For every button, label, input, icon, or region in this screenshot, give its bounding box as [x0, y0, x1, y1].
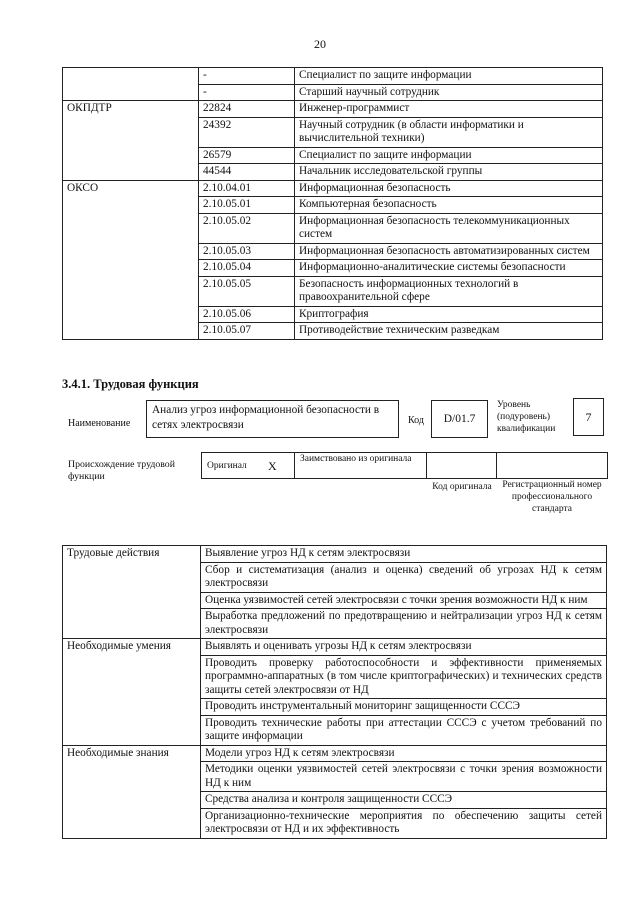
section-item: Оценка уязвимостей сетей электросвязи с точки зрения возможности НД к ним	[201, 592, 607, 609]
classification-group: ОКПДТР	[63, 101, 199, 118]
section-label-continuation	[63, 808, 201, 838]
function-name-box	[146, 400, 399, 438]
classification-code: 2.10.04.01	[199, 180, 295, 197]
classification-row	[63, 243, 603, 260]
section-label-continuation	[63, 562, 201, 592]
classification-group	[63, 306, 199, 323]
page-number: 20	[314, 37, 326, 51]
borrowed-cell	[294, 452, 427, 479]
name-label: Наименование	[68, 418, 131, 429]
classification-row	[63, 323, 603, 340]
code-origin-cell	[427, 452, 497, 479]
section-label-continuation	[63, 792, 201, 809]
section-label-continuation	[63, 655, 201, 699]
function-name: Анализ угроз информационной безопасности в сетях электросвязи	[152, 404, 380, 431]
section-label-continuation	[63, 699, 201, 716]
classification-table	[62, 67, 603, 340]
function-detail-row	[63, 808, 607, 838]
function-details-table	[62, 545, 607, 839]
classification-group	[63, 84, 199, 101]
classification-code: -	[199, 84, 295, 101]
classification-name: Научный сотрудник (в области информатики и вычислительной техники)	[295, 117, 603, 147]
classification-code: -	[199, 68, 295, 85]
classification-name: Противодействие техническим разведкам	[295, 323, 603, 340]
classification-row	[63, 68, 603, 85]
classification-name: Информационная безопасность	[295, 180, 603, 197]
classification-code: 26579	[199, 147, 295, 164]
section-item: Модели угроз НД к сетям электросвязи	[201, 745, 607, 762]
classification-group	[63, 213, 199, 243]
classification-group: ОКСО	[63, 180, 199, 197]
classification-name: Специалист по защите информации	[295, 68, 603, 85]
function-detail-row	[63, 562, 607, 592]
classification-group	[63, 164, 199, 181]
section-item: Выявлять и оценивать угрозы НД к сетям электросвязи	[201, 639, 607, 656]
code-origin-caption: Код оригинала	[432, 482, 492, 492]
function-code: D/01.7	[431, 400, 488, 438]
classification-code: 2.10.05.06	[199, 306, 295, 323]
function-detail-row	[63, 546, 607, 563]
function-detail-row	[63, 715, 607, 745]
level-label: Уровень (подуровень) квалификации	[497, 400, 556, 434]
section-item: Сбор и систематизация (анализ и оценка) сведений об угрозах НД к сетям электросвязи	[201, 562, 607, 592]
original-mark: X	[268, 459, 277, 473]
reg-number-caption: Регистрационный номер профессионального стандарта	[502, 480, 602, 514]
borrowed-label: Заимствовано из оригинала	[300, 454, 412, 464]
classification-group	[63, 117, 199, 147]
classification-name: Безопасность информационных технологий в правоохранительной сфере	[295, 276, 603, 306]
function-detail-row	[63, 762, 607, 792]
section-item: Методики оценки уязвимостей сетей электросвязи с точки зрения возможности НД к ним	[201, 762, 607, 792]
classification-code: 2.10.05.01	[199, 197, 295, 214]
classification-row	[63, 147, 603, 164]
classification-row	[63, 164, 603, 181]
classification-group	[63, 197, 199, 214]
classification-row	[63, 260, 603, 277]
classification-code: 2.10.05.03	[199, 243, 295, 260]
section-label-continuation	[63, 715, 201, 745]
section-label: Необходимые умения	[63, 639, 201, 656]
function-detail-row	[63, 745, 607, 762]
origin-label: Происхождение трудовой функции	[68, 459, 175, 482]
classification-row	[63, 180, 603, 197]
section-item: Проводить проверку работоспособности и эффективности применяемых программно-аппаратных (в том числе криптографических) и технических средств защиты сетей электросвязи от НД	[201, 655, 607, 699]
function-detail-row	[63, 655, 607, 699]
classification-name: Информационная безопасность автоматизированных систем	[295, 243, 603, 260]
classification-code: 2.10.05.02	[199, 213, 295, 243]
function-detail-row	[63, 609, 607, 639]
classification-row	[63, 117, 603, 147]
classification-name: Информационная безопасность телекоммуникационных систем	[295, 213, 603, 243]
classification-row	[63, 84, 603, 101]
section-item: Организационно-технические мероприятия по обеспечению защиты сетей электросвязи от НД и их эффективность	[201, 808, 607, 838]
section-item: Выработка предложений по предотвращению и нейтрализации угроз НД к сетям электросвязи	[201, 609, 607, 639]
section-item: Проводить технические работы при аттестации СССЭ с учетом требований по защите информации	[201, 715, 607, 745]
section-item: Средства анализа и контроля защищенности СССЭ	[201, 792, 607, 809]
classification-code: 44544	[199, 164, 295, 181]
code-label: Код	[408, 415, 424, 426]
section-label: Трудовые действия	[63, 546, 201, 563]
classification-row	[63, 276, 603, 306]
classification-group	[63, 276, 199, 306]
classification-name: Старший научный сотрудник	[295, 84, 603, 101]
classification-code: 2.10.05.05	[199, 276, 295, 306]
classification-group	[63, 260, 199, 277]
classification-row	[63, 197, 603, 214]
section-item: Проводить инструментальный мониторинг защищенности СССЭ	[201, 699, 607, 716]
classification-name: Криптография	[295, 306, 603, 323]
classification-name: Специалист по защите информации	[295, 147, 603, 164]
section-item: Выявление угроз НД к сетям электросвязи	[201, 546, 607, 563]
level-value: 7	[573, 398, 604, 436]
classification-code: 2.10.05.04	[199, 260, 295, 277]
section-label-continuation	[63, 609, 201, 639]
function-detail-row	[63, 592, 607, 609]
classification-name: Начальник исследовательской группы	[295, 164, 603, 181]
classification-row	[63, 306, 603, 323]
classification-code: 22824	[199, 101, 295, 118]
classification-row	[63, 213, 603, 243]
reg-number-cell	[497, 452, 608, 479]
classification-group	[63, 147, 199, 164]
function-detail-row	[63, 792, 607, 809]
classification-group	[63, 68, 199, 85]
original-label: Оригинал	[207, 461, 247, 471]
classification-code: 2.10.05.07	[199, 323, 295, 340]
classification-group	[63, 243, 199, 260]
origin-row	[201, 452, 608, 479]
section-label-continuation	[63, 592, 201, 609]
classification-name: Компьютерная безопасность	[295, 197, 603, 214]
section-title: 3.4.1. Трудовая функция	[62, 377, 199, 391]
function-detail-row	[63, 699, 607, 716]
classification-group	[63, 323, 199, 340]
section-label-continuation	[63, 762, 201, 792]
classification-row	[63, 101, 603, 118]
classification-code: 24392	[199, 117, 295, 147]
classification-name: Информационно-аналитические системы безопасности	[295, 260, 603, 277]
section-label: Необходимые знания	[63, 745, 201, 762]
classification-name: Инженер-программист	[295, 101, 603, 118]
original-cell	[201, 452, 294, 479]
function-detail-row	[63, 639, 607, 656]
